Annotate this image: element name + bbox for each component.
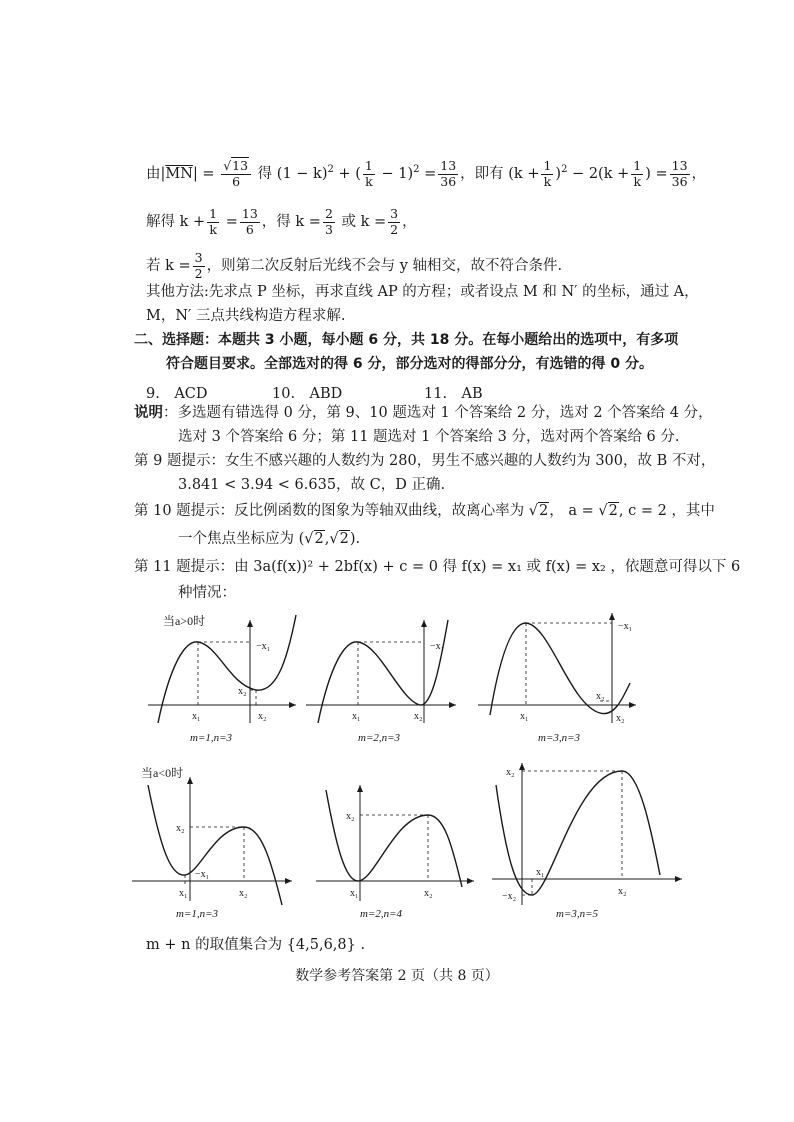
graphs-figure	[0, 605, 794, 935]
graph-5-x1: x₁	[350, 888, 359, 899]
graph-6	[492, 763, 682, 920]
graph-6-x2-axis: x₂	[618, 886, 627, 897]
graph-4	[132, 777, 292, 920]
graph-4-caption: m=1,n=3	[176, 908, 219, 920]
note-line-1: 说明：多选题有错选得 0 分，第 9、10 题选对 1 个答案给 2 分，选对 2 个答案给 4 分，	[134, 404, 713, 421]
graph-1-caption: m=1,n=3	[190, 732, 233, 744]
derivation-line-1: 由$|\overline{MN}|$ = $\frac{√13}{6}$ 得 $(1 - k)^2$ + ( $\frac{1}{k}$ − 1)$^2$ = $\frac{13}{36}$ ，即有 (k + $\frac{1}{k}$ )$^2$ − 2(k + $\frac{1}{k}$ ) = $\frac{13}{36}$ ，	[146, 158, 707, 189]
graph-4-x1: x₁	[179, 888, 188, 899]
graph-2	[306, 620, 456, 744]
graph-3-caption: m=3,n=3	[538, 732, 581, 744]
graph-3	[478, 613, 636, 744]
graph-3-x1: x₁	[520, 711, 529, 722]
hint-11-line-1: 第 11 题提示：由 3a(f(x))² + 2bf(x) + c = 0 得 f(x) = x₁ 或 f(x) = x₂ ，依题意可得以下 6	[134, 559, 741, 575]
graph-1-x2: x₂	[238, 686, 247, 697]
graph-6-x2: x₂	[506, 767, 515, 778]
section-title-line-2: 符合题目要求。全部选对的得 6 分，部分选对的得部分分，有选错的得 0 分。	[166, 356, 653, 372]
graph-5	[316, 785, 474, 920]
derivation-line-2: 解得 k + $\frac{1}{k}$ = $\frac{13}{6}$ ，得 k = $\frac{2}{3}$ 或 k = $\frac{3}{2}$ ，	[146, 206, 417, 237]
answer-q11: 11. AB	[424, 386, 483, 402]
page-footer: 数学参考答案第 2 页（共 8 页）	[295, 968, 499, 984]
hint-9-line-1: 第 9 题提示：女生不感兴趣的人数约为 280，男生不感兴趣的人数约为 300，故 B 不对，	[134, 453, 716, 469]
graph-3-x2-axis: x₂	[616, 713, 625, 724]
graph-1-x2-axis: x₂	[258, 711, 267, 722]
graph-1-neg-x1: −x₁	[256, 641, 271, 652]
hint-10-line-2: 一个焦点坐标应为 (√2,√2).	[178, 531, 361, 547]
label-a-negative: 当a<0时	[141, 766, 184, 780]
graph-6-caption: m=3,n=5	[556, 908, 599, 920]
graph-5-caption: m=2,n=4	[360, 908, 403, 920]
conclusion: m + n 的取值集合为 {4,5,6,8} .	[146, 937, 366, 953]
graph-4-x2: x₂	[176, 823, 185, 834]
note-line-2: 选对 3 个答案给 6 分；第 11 题选对 1 个答案给 3 分，选对两个答案给 6 分.	[178, 429, 680, 445]
graph-6-neg-x2: −x₂	[502, 891, 517, 902]
other-method-line-1: 其他方法:先求点 P 坐标，再求直线 AP 的方程；或者设点 M 和 N′ 的坐标，通过 A，	[146, 284, 699, 300]
graph-2-x1: x₁	[352, 711, 361, 722]
graph-6-x1: x₁	[536, 867, 545, 878]
graph-4-x2-axis: x₂	[239, 888, 248, 899]
label-a-positive: 当a>0时	[163, 614, 206, 628]
hint-11-line-2: 种情况：	[178, 585, 236, 601]
graph-1-x1: x₁	[192, 711, 201, 722]
answer-q9: 9. ACD	[146, 386, 208, 402]
other-method-line-2: M，N′ 三点共线构造方程求解.	[146, 308, 346, 324]
answer-q10: 10. ABD	[272, 386, 343, 402]
hint-10-line-1: 第 10 题提示：反比例函数的图象为等轴双曲线，故离心率为 √2， a = √2, c = 2 ，其中	[134, 503, 715, 519]
hint-9-line-2: 3.841 < 3.94 < 6.635，故 C，D 正确.	[178, 477, 446, 493]
graph-3-x2: x₂	[596, 691, 605, 702]
graph-4-neg-x1: −x₁	[195, 869, 210, 880]
derivation-line-3: 若 k = $\frac{3}{2}$ ，则第二次反射后光线不会与 y 轴相交，故不符合条件.	[146, 250, 563, 281]
graph-3-neg-x1: −x₁	[618, 621, 633, 632]
graph-2-x2: x₂	[414, 711, 423, 722]
graph-2-neg-x1: −x₁	[430, 641, 445, 652]
graph-1	[148, 615, 296, 744]
graph-5-x2-axis: x₂	[424, 888, 433, 899]
graph-5-x2: x₂	[346, 811, 355, 822]
graph-2-caption: m=2,n=3	[358, 732, 401, 744]
section-title-line-1: 二、选择题：本题共 3 小题，每小题 6 分，共 18 分。在每小题给出的选项中，有多项	[134, 332, 679, 348]
